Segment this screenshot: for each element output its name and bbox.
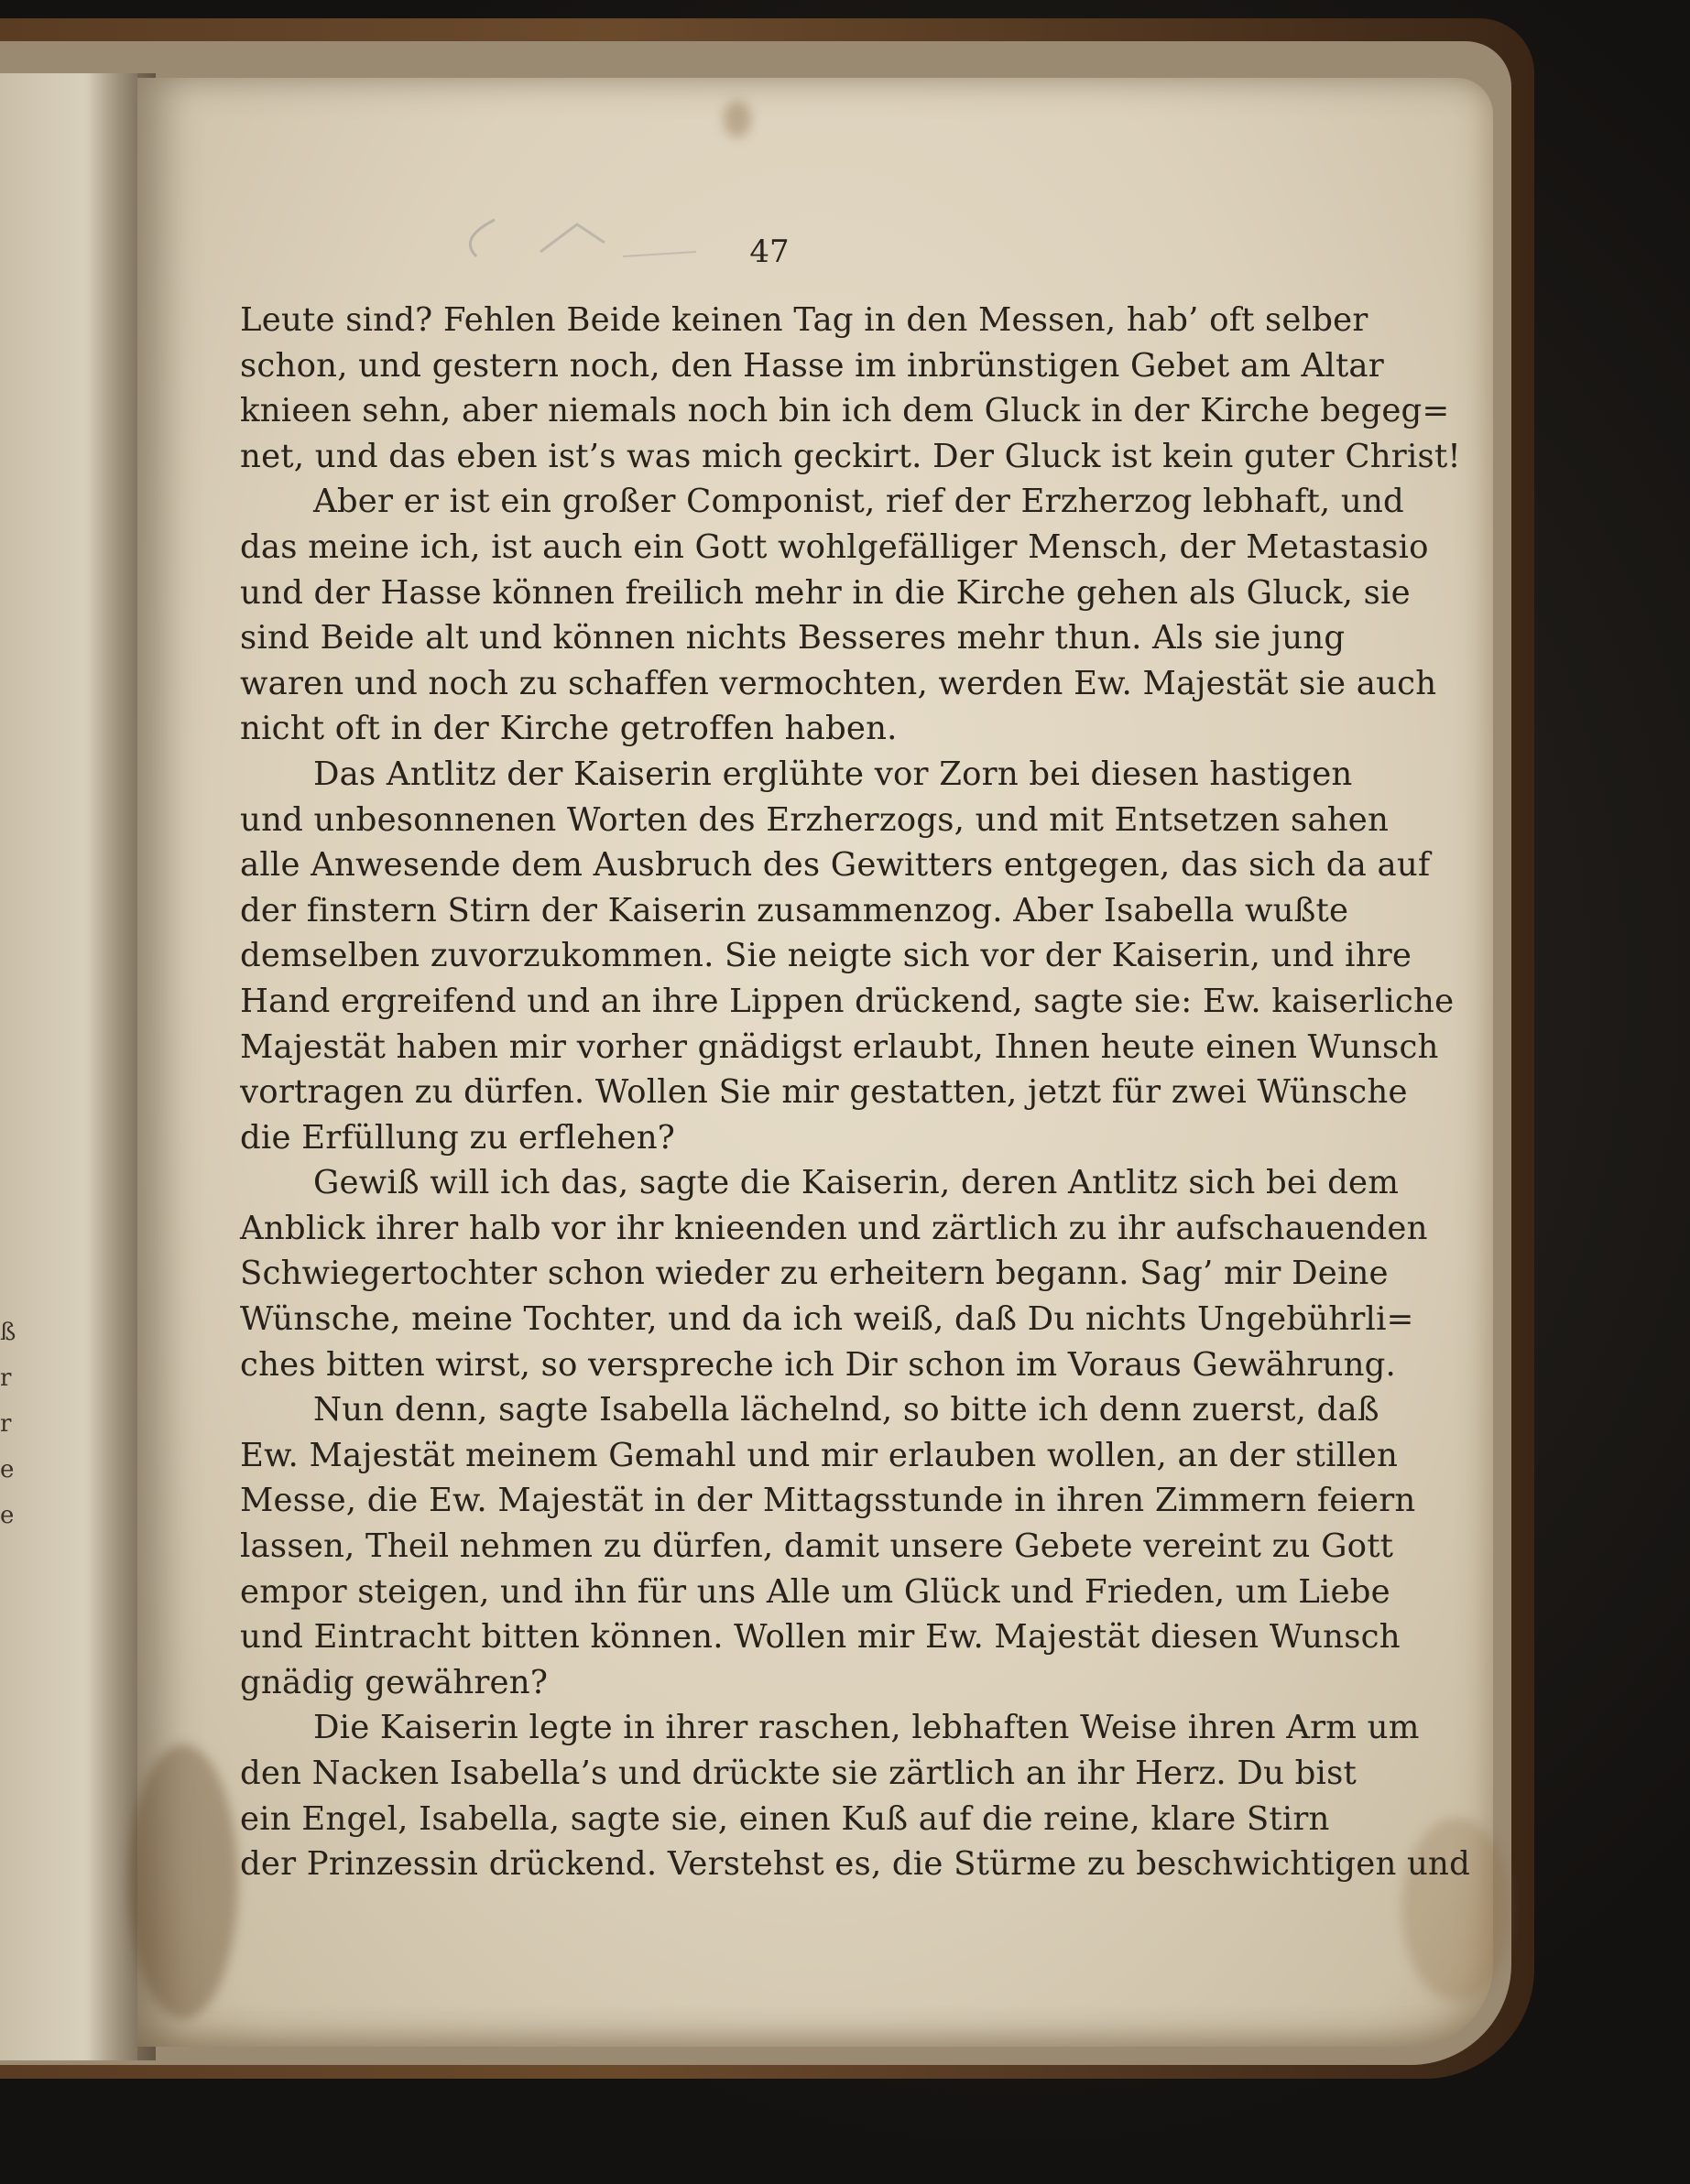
text-line: Nun denn, sagte Isabella lächelnd, so bitte ich denn zuerst, daß	[313, 1391, 1379, 1429]
margin-glyph: e	[0, 1502, 15, 1529]
text-line: demselben zuvorzukommen. Sie neigte sich vor der Kaiserin, und ihre	[240, 937, 1412, 975]
text-line: die Erfüllung zu erflehen?	[240, 1118, 676, 1157]
margin-glyph: r	[0, 1410, 12, 1438]
text-line: Ew. Majestät meinem Gemahl und mir erlauben wollen, an der stillen	[240, 1436, 1399, 1474]
text-line: Majestät haben mir vorher gnädigst erlaubt, Ihnen heute einen Wunsch	[240, 1027, 1439, 1066]
text-line: Messe, die Ew. Majestät in der Mittagsstunde in ihren Zimmern feiern	[240, 1482, 1416, 1520]
text-line: Das Antlitz der Kaiserin erglühte vor Zorn bei diesen hastigen	[313, 755, 1353, 793]
page-stain	[128, 1744, 238, 2019]
text-line: das meine ich, ist auch ein Gott wohlgefälliger Mensch, der Metastasio	[240, 527, 1429, 566]
text-line: der finstern Stirn der Kaiserin zusammenzog. Aber Isabella wußte	[240, 891, 1349, 929]
text-line: Aber er ist ein großer Componist, rief der Erzherzog lebhaft, und	[313, 483, 1404, 521]
text-line: und Eintracht bitten können. Wollen mir Ew. Majestät diesen Wunsch	[240, 1618, 1401, 1657]
paragraph	[240, 752, 1455, 1160]
text-line: und unbesonnenen Worten des Erzherzogs, und mit Entsetzen sahen	[240, 800, 1390, 839]
text-line: waren und noch zu schaffen vermochten, werden Ew. Majestät sie auch	[240, 664, 1437, 702]
text-line: alle Anwesende dem Ausbruch des Gewitters entgegen, das sich da auf	[240, 846, 1431, 885]
page-number: 47	[749, 234, 790, 270]
text-line: Leute sind? Fehlen Beide keinen Tag in den Messen, hab’ oft selber	[240, 301, 1368, 339]
text-line: gnädig gewähren?	[240, 1663, 549, 1701]
text-line: Schwiegertochter schon wieder zu erheitern begann. Sag’ mir Deine	[240, 1255, 1389, 1293]
paragraph	[240, 1160, 1428, 1387]
page-text	[240, 298, 1471, 1887]
page-stain	[724, 101, 751, 137]
text-line: schon, und gestern noch, den Hasse im inbrünstigen Gebet am Altar	[240, 346, 1384, 385]
text-line: lassen, Theil nehmen zu dürfen, damit unsere Gebete vereint zu Gott	[240, 1527, 1394, 1566]
text-line: Hand ergreifend und an ihre Lippen drückend, sagte sie: Ew. kaiserliche	[240, 982, 1455, 1020]
text-line: und der Hasse können freilich mehr in die Kirche gehen als Gluck, sie	[240, 573, 1411, 612]
text-line: der Prinzessin drückend. Verstehst es, die Stürme zu beschwichtigen und	[240, 1845, 1471, 1884]
text-line: knieen sehn, aber niemals noch bin ich dem Gluck in der Kirche begeg=	[240, 392, 1450, 430]
text-line: vortragen zu dürfen. Wollen Sie mir gestatten, jetzt für zwei Wünsche	[240, 1073, 1408, 1112]
text-line: net, und das eben ist’s was mich geckirt. Der Gluck ist kein guter Christ!	[240, 437, 1461, 475]
margin-glyph: e	[0, 1456, 15, 1483]
pencil-annotation	[440, 201, 714, 275]
margin-glyph: r	[0, 1364, 12, 1392]
text-line: nicht oft in der Kirche getroffen haben.	[240, 710, 898, 748]
paragraph	[240, 1387, 1416, 1705]
text-line: Anblick ihrer halb vor ihr knieenden und zärtlich zu ihr aufschauenden	[240, 1209, 1428, 1247]
text-line: empor steigen, und ihn für uns Alle um Glück und Frieden, um Liebe	[240, 1572, 1390, 1611]
paragraph	[240, 298, 1461, 479]
text-line: Wünsche, meine Tochter, und da ich weiß, daß Du nichts Ungebührli=	[240, 1300, 1414, 1339]
paragraph	[240, 479, 1437, 752]
text-line: den Nacken Isabella’s und drückte sie zärtlich an ihr Herz. Du bist	[240, 1755, 1357, 1792]
margin-glyph: ß	[0, 1319, 16, 1346]
text-line: ches bitten wirst, so verspreche ich Dir schon im Voraus Gewährung.	[240, 1345, 1397, 1384]
text-line: Die Kaiserin legte in ihrer raschen, lebhaften Weise ihren Arm um	[313, 1709, 1420, 1747]
text-line: Gewiß will ich das, sagte die Kaiserin, deren Antlitz sich bei dem	[313, 1164, 1400, 1202]
text-line: sind Beide alt und können nichts Besseres mehr thun. Als sie jung	[240, 619, 1346, 657]
paragraph	[240, 1705, 1471, 1886]
text-line: ein Engel, Isabella, sagte sie, einen Kuß auf die reine, klare Stirn	[240, 1799, 1330, 1838]
